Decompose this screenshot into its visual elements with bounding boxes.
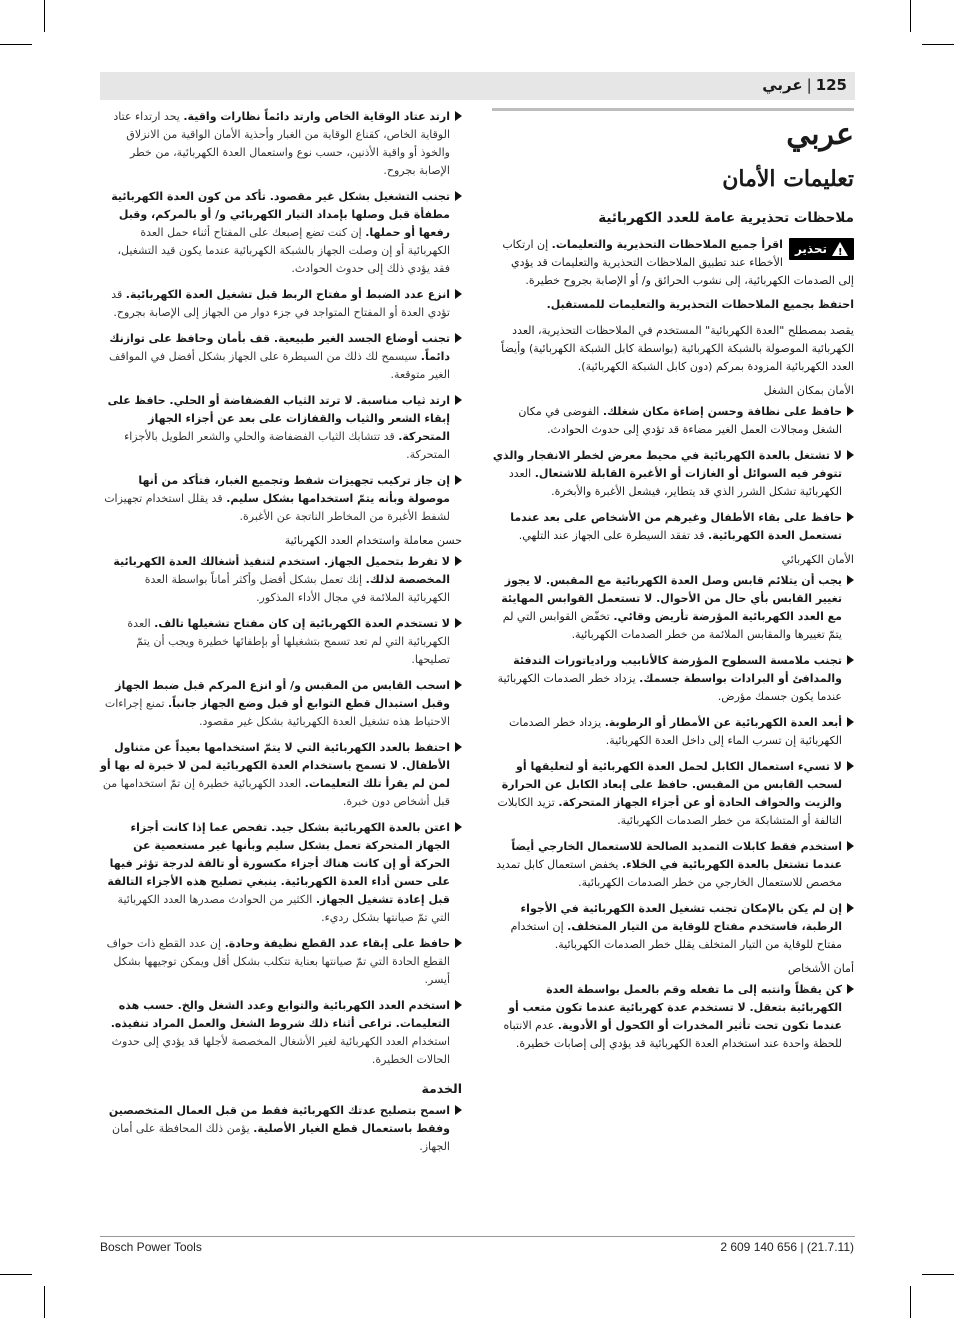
list-item xyxy=(100,819,462,927)
bullet-icon xyxy=(455,289,462,299)
item-text: يزداد خطر الصدمات الكهربائية عندما يكون جسمك مؤرض. xyxy=(497,672,842,703)
list-item xyxy=(100,935,462,989)
personal-safety-heading: أمان الأشخاص xyxy=(787,962,854,975)
crop-mark xyxy=(910,1286,911,1318)
section-rule xyxy=(492,108,854,111)
warning-label: تحذير xyxy=(794,242,827,256)
page-header xyxy=(100,72,855,100)
item-bold: استخدم العدد الكهربائية والتوابع وعدد الشغل والخ. حسب هذه التعليمات. تراعى أثناء ذلك شروط الشغل والعمل المراد تنفيذه. xyxy=(110,999,450,1030)
list-item xyxy=(492,981,854,1053)
list-item xyxy=(492,838,854,892)
item-bold: إن لم يكن بالإمكان تجنب تشغيل العدة الكهربائية في الأجواء الرطبة، فاستخدم مفتاح للوقاية من التيار المتخلف. xyxy=(520,902,842,933)
bullet-icon xyxy=(455,1105,462,1115)
list-item xyxy=(100,739,462,811)
item-text: تزيد الكابلات التالفة أو المتشابكة من خطر الصدمات الكهربائية. xyxy=(497,796,842,827)
bullet-icon xyxy=(455,742,462,752)
crop-mark xyxy=(922,44,954,45)
warning-badge xyxy=(789,238,854,260)
item-bold: اعتن بالعدة الكهربائية بشكل جيد. تفحص عما إذا كانت أجزاء الجهاز المتحركة تعمل بشكل سليم وبأنها غير مستعصية عن الحركة أو إن كانت هناك أجزاء مكسورة أو تالفة لدرجة تؤثر فيها على حسن أداء العدة الكهربائية. ينبغي تصليح هذه الأجزاء التالفة قبل إعادة تشغيل الجهاز. xyxy=(107,821,450,906)
general-warnings-heading: ملاحظات تحذيرية عامة للعدد الكهربائية xyxy=(598,210,854,226)
bullet-icon xyxy=(847,984,854,994)
item-text: الكثير من الحوادث مصدرها العدد الكهربائية التي تمّ صيانتها بشكل رديء. xyxy=(117,893,450,924)
item-bold: حافظ على نظافة وحسن إضاءة مكان شغلك. xyxy=(602,405,842,418)
header-language: عربي xyxy=(762,76,803,94)
list-item xyxy=(492,900,854,954)
item-bold: حافظ على بقاء الأطفال وغيرهم من الأشخاص على بعد عندما تستعمل العدة الكهربائية. xyxy=(510,511,842,542)
bullet-icon xyxy=(847,575,854,585)
item-text: تخفّض القوابس التي لم يتمّ تغييرها والمقابس الملائمة من خطر الصدمات الكهربائية. xyxy=(502,610,842,641)
item-bold: انزع عدد الضبط أو مفتاح الربط قبل تشغيل العدة الكهربائية. xyxy=(125,288,450,301)
list-item xyxy=(100,108,462,180)
item-text: العدة الكهربائية التي لم تعد تسمح بتشغيلها أو بإطفائها خطيرة ويجب أن يتمّ تصليحها. xyxy=(127,617,450,666)
item-text: سيسمح لك ذلك من السيطرة على الجهاز بشكل أفضل في المواقف الغير متوقعة. xyxy=(109,350,450,381)
bullet-icon xyxy=(455,333,462,343)
item-bold: تجنب ملامسة السطوح المؤرضة كالأنابيب ورادياتورات التدفئة والمدافئ أو البرادات بواسطة جسمك. xyxy=(513,654,842,685)
warning-text: إن ارتكاب الأخطاء عند تطبيق الملاحظات التحذيرية والتعليمات قد يؤدي إلى الصدمات الكهربائية، إلى نشوب الحرائق و/ أو الإصابة بجروح خطيرة. xyxy=(502,238,854,287)
item-bold: ارتد ثياب مناسبة. لا ترتد الثياب الفضفاضة أو الحلي. حافظ على إبقاء الشعر والثياب والقفازات على بعد عن أجزاء الجهاز المتحركة. xyxy=(107,394,450,443)
electrical-heading: الأمان الكهربائي xyxy=(781,553,854,566)
crop-mark xyxy=(0,1274,32,1275)
item-bold: إن جاز تركيب تجهيزات شفط وتجميع الغبار، فتأكد من أنها موصولة وبأنه يتمّ استخدامها بشكل سليم. xyxy=(138,474,450,505)
item-bold: ارتد عتاد الوقاية الخاص وارتد دائماً نظارات واقية. xyxy=(183,110,450,123)
crop-mark xyxy=(0,44,32,45)
bullet-icon xyxy=(455,191,462,201)
item-bold: تجنب التشغيل بشكل غير مقصود. تأكد من كون العدة الكهربائية مطفأة قبل وصلها بإمداد التيار الكهربائي و/ أو بالمركم، وقبل رفعها أو حملها. xyxy=(111,190,450,239)
warning-icon xyxy=(832,242,848,256)
list-item xyxy=(100,997,462,1069)
bullet-icon xyxy=(847,903,854,913)
term-definition: يقصد بمصطلح "العدة الكهربائية" المستخدم في الملاحظات التحذيرية، العدد الكهربائية الموصولة بالشبكة الكهربائية (بواسطة كابل الشبكة الكهربائية) وأيضاً العدد الكهربائية المزودة بمركم (دون كابل الشبكة الكهربائية). xyxy=(501,324,854,373)
list-item xyxy=(492,403,854,439)
item-text: العدد الكهربائية تشكل الشرر الذي قد يتطاير، فيشعل الأغبرة والأبخرة. xyxy=(508,467,842,498)
language-title: عربي xyxy=(786,117,854,152)
item-bold: اسمح بتصليح عدتك الكهربائية فقط من قبل العمال المتخصصين وفقط باستعمال قطع الغيار الأصلية. xyxy=(108,1104,450,1135)
item-text: استخدام العدد الكهربائية لغير الأشغال المخصصة لأجلها قد يؤدي إلى حدوث الحالات الخطيرة. xyxy=(111,1035,450,1066)
crop-mark xyxy=(922,1274,954,1275)
item-text: إن استخدام مفتاح للوقاية من التيار المتخلف يقلل خطر الصدمات الكهربائية. xyxy=(510,920,842,951)
bullet-icon xyxy=(455,938,462,948)
list-item xyxy=(100,392,462,464)
item-text: قد يقلل استخدام تجهيزات لشفط الأغبرة من المخاطر الناتجة عن الأغبرة. xyxy=(104,492,450,523)
item-text: يخفض استعمال كابل تمديد مخصص للاستعمال الخارجي من خطر الصدمات الكهربائية. xyxy=(496,858,842,889)
item-text: يحد ارتداء عتاد الوقاية الخاص، كقناع الوقاية من الغبار وأحذية الأمان الواقية من الانزلاق والخوذ أو واقية الأذنين، حسب نوع واستعمال العدة الكهربائية، من خطر الإصابة بجروح. xyxy=(113,110,450,177)
warning-bold: اقرأ جميع الملاحظات التحذيرية والتعليمات. xyxy=(551,238,783,251)
item-bold: تجنب أوضاع الجسد الغير طبيعية. قف بأمان وحافظ على توازنك دائماً. xyxy=(109,332,450,363)
item-bold: لا تشتغل بالعدة الكهربائية في محيط معرض لخطر الانفجار والذي تتوفر فيه السوائل أو الغازات أو الأغبرة القابلة للاشتعال. xyxy=(492,449,842,480)
item-bold: احتفظ بالعدد الكهربائية التي لا يتمّ استخدامها بعيداً عن متناول الأطفال. لا تسمح باستخدام العدة الكهربائية لمن لا خبرة له بها أو لمن لم يقرأ تلك التعليمات. xyxy=(100,741,450,790)
item-text: قد تؤدي العدة أو المفتاح المتواجد في جزء دوار من الجهاز إلى الإصابة بجروح. xyxy=(111,288,450,319)
bullet-icon xyxy=(455,111,462,121)
list-item xyxy=(100,472,462,526)
list-item xyxy=(100,330,462,384)
header-text xyxy=(762,76,847,94)
bullet-icon xyxy=(455,680,462,690)
item-bold: لا تفرط بتحميل الجهاز. استخدم لتنفيذ أشغالك العدة الكهربائية المخصصة لذلك. xyxy=(113,555,450,586)
bullet-icon xyxy=(847,655,854,665)
item-text: إن عدد القطع ذات حواف القطع الحادة التي تمّ صيانتها بعناية تتكلب بشكل أقل ويمكن توجيهها بشكل أيسر. xyxy=(106,937,450,986)
bullet-icon xyxy=(455,475,462,485)
bullet-icon xyxy=(847,761,854,771)
footer-rule xyxy=(100,1236,855,1237)
item-bold: استخدم فقط كابلات التمديد الصالحة للاستعمال الخارجي أيضاً عندما تشتغل بالعدة الكهربائية في الخلاء. xyxy=(511,840,842,871)
list-item xyxy=(100,188,462,278)
bullet-icon xyxy=(847,512,854,522)
item-text: تمنع إجراءات الاحتياط هذه تشغيل العدة الكهربائية بشكل غير مقصود. xyxy=(104,697,450,728)
bullet-icon xyxy=(455,395,462,405)
footer-doc-id: 2 609 140 656 | (21.7.11) xyxy=(720,1240,854,1254)
footer-brand: Bosch Power Tools xyxy=(100,1240,202,1254)
list-item xyxy=(492,652,854,706)
list-item xyxy=(492,447,854,501)
bullet-icon xyxy=(847,841,854,851)
item-bold: لا تسيء استعمال الكابل لحمل العدة الكهربائية أو لتعليقها أو لسحب القابس من المقبس. حافظ على إبعاد الكابل عن الحرارة والزيت والحواف الحادة أو عن أجزاء الجهاز المتحركة. xyxy=(501,760,842,809)
bullet-icon xyxy=(847,406,854,416)
item-bold: اسحب القابس من المقبس و/ أو انزع المركم قبل ضبط الجهاز وقبل استبدال قطع التوابع أو قبل وضع الجهاز جانباً. xyxy=(115,679,450,710)
bullet-icon xyxy=(847,450,854,460)
list-item xyxy=(100,286,462,322)
item-text: العدد الكهربائية خطيرة إن تمّ استخدامها من قبل أشخاص دون خبرة. xyxy=(102,777,450,808)
item-text: يؤمن ذلك المحافظة على أمان الجهاز. xyxy=(112,1122,450,1153)
service-heading: الخدمة xyxy=(421,1081,462,1096)
list-item xyxy=(492,572,854,644)
header-separator: | xyxy=(806,76,812,94)
handling-heading: حسن معاملة واستخدام العدد الكهربائية xyxy=(284,534,462,547)
item-bold: يجب أن يتلائم قابس وصل العدة الكهربائية مع المقبس. لا يجوز تغيير القابس بأي حال من الأحوال. لا تستعمل القوابس المهايئة مع العدد الكهربائية المؤرضة تأريض وقائي. xyxy=(501,574,842,623)
bullet-icon xyxy=(455,822,462,832)
bullet-icon xyxy=(455,556,462,566)
item-text: الفوضى في مكان الشغل ومجالات العمل الغير مضاءة قد تؤدي إلى حدوث الحوادث. xyxy=(518,405,842,436)
item-text: إنك تعمل بشكل أفضل وأكثر أماناً بواسطة العدة الكهربائية الملائمة في مجال الأداء المذكور. xyxy=(144,573,450,604)
item-text: قد تتشابك الثياب الفضفاضة والحلي والشعر الطويل بالأجزاء المتحركة. xyxy=(124,430,450,461)
warning-block xyxy=(492,236,854,290)
item-text: قد تفقد السيطرة على الجهاز عند التلهي. xyxy=(518,529,709,542)
bullet-icon xyxy=(455,1000,462,1010)
list-item xyxy=(492,509,854,545)
item-text: يزداد خطر الصدمات الكهربائية إن تسرب الماء إلى داخل العدة الكهربائية. xyxy=(509,716,842,747)
crop-mark xyxy=(910,0,911,32)
workplace-heading: الأمان بمكان الشغل xyxy=(763,384,854,397)
right-column xyxy=(492,108,854,1061)
bullet-icon xyxy=(847,717,854,727)
list-item xyxy=(100,1102,462,1156)
list-item xyxy=(100,615,462,669)
item-text: عدم الانتباه للحظة واحدة عند استخدام العدة الكهربائية قد يؤدي إلى إصابات خطيرة. xyxy=(503,1019,842,1050)
header-page-number: 125 xyxy=(815,76,847,94)
list-item xyxy=(100,677,462,731)
item-bold: أبعد العدة الكهربائية عن الأمطار أو الرطوبة. xyxy=(604,716,842,729)
crop-mark xyxy=(44,0,45,32)
list-item xyxy=(100,553,462,607)
item-bold: كن يقظاً وانتبه إلى ما تفعله وقم بالعمل بواسطة العدة الكهربائية بتعقل. لا تستخدم عدة كهربائية عندما تكون متعب أو عندما تكون تحت تأثير المخدرات أو الكحول أو الأدوية. xyxy=(508,983,842,1032)
item-bold: لا تستخدم العدة الكهربائية إن كان مفتاح تشغيلها تالف. xyxy=(154,617,450,630)
item-text: إن كنت تضع إصبعك على المفتاح أثناء حمل العدة الكهربائية أو إن وصلت الجهاز بالشبكة الكهربائية عندما يكون قيد التشغيل، فقد يؤدي ذلك إلى حدوث الحوادث. xyxy=(117,226,450,275)
list-item xyxy=(492,758,854,830)
section-title: تعليمات الأمان xyxy=(722,166,854,192)
list-item xyxy=(492,714,854,750)
item-bold: حافظ على إبقاء عدد القطع نظيفة وحادة. xyxy=(224,937,450,950)
keep-instructions: احتفظ بجميع الملاحظات التحذيرية والتعليمات للمستقبل. xyxy=(546,298,854,311)
left-column xyxy=(100,108,462,1164)
crop-mark xyxy=(44,1286,45,1318)
bullet-icon xyxy=(455,618,462,628)
